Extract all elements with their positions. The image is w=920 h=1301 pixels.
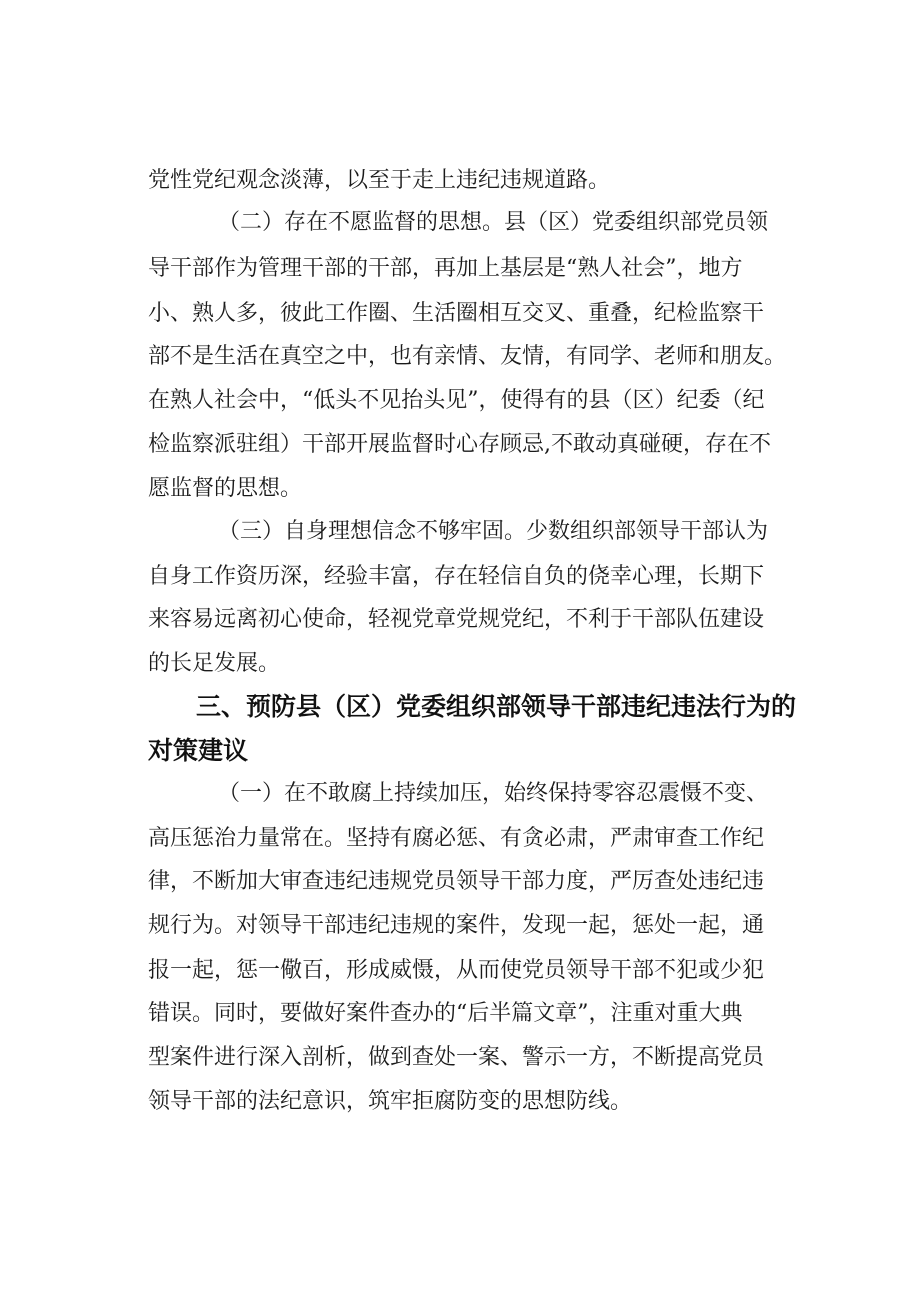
paragraph-line: 的长足发展。 (148, 651, 281, 676)
section-heading: 对策建议 (148, 736, 249, 765)
paragraph-line: 检监察派驻组）干部开展监督时心存顾忌,不敢动真碰硬，存在不 (148, 432, 771, 457)
paragraph-line: 在熟人社会中，“低头不见抬头见”，使得有的县（区）纪委（纪 (148, 388, 765, 413)
paragraph-line: 领导干部的法纪意识，筑牢拒腐防变的思想防线。 (148, 1089, 633, 1114)
paragraph-line: 党性党纪观念淡薄，以至于走上违纪违规道路。 (148, 168, 611, 193)
paragraph-line: 愿监督的思想。 (148, 476, 303, 501)
paragraph-line: （一）在不敢腐上持续加压，始终保持零容忍震慑不变、 (218, 781, 769, 806)
paragraph-line: 高压惩治力量常在。坚持有腐必惩、有贪必肃，严肃审查工作纪 (148, 826, 765, 851)
paragraph-line: 规行为。对领导干部违纪违规的案件，发现一起，惩处一起，通 (148, 913, 765, 938)
paragraph-line: 报一起，惩一儆百，形成威慑，从而使党员领导干部不犯或少犯 (148, 958, 765, 983)
paragraph-line: 自身工作资历深，经验丰富，存在轻信自负的侥幸心理，长期下 (148, 564, 765, 589)
paragraph-line: （三）自身理想信念不够牢固。少数组织部领导干部认为 (218, 519, 769, 544)
paragraph-line: 型案件进行深入剖析，做到查处一案、警示一方，不断提高党员 (148, 1045, 765, 1070)
paragraph-line: 来容易远离初心使命，轻视党章党规党纪，不利于干部队伍建设 (148, 607, 765, 632)
paragraph-line: 律，不断加大审查违纪违规党员领导干部力度，严厉查处违纪违 (148, 869, 765, 894)
paragraph-line: （二）存在不愿监督的思想。县（区）党委组织部党员领 (218, 210, 769, 235)
paragraph-line: 导干部作为管理干部的干部，再加上基层是“熟人社会”，地方 (148, 256, 743, 281)
paragraph-line: 小、熟人多，彼此工作圈、生活圈相互交叉、重叠，纪检监察干 (148, 301, 765, 326)
paragraph-line: 部不是生活在真空之中，也有亲情、友情，有同学、老师和朋友。 (148, 344, 787, 369)
section-heading: 三、预防县（区）党委组织部领导干部违纪违法行为的 (196, 692, 797, 721)
paragraph-line: 错误。同时，要做好案件查办的“后半篇文章”，注重对重大典 (148, 1001, 743, 1026)
